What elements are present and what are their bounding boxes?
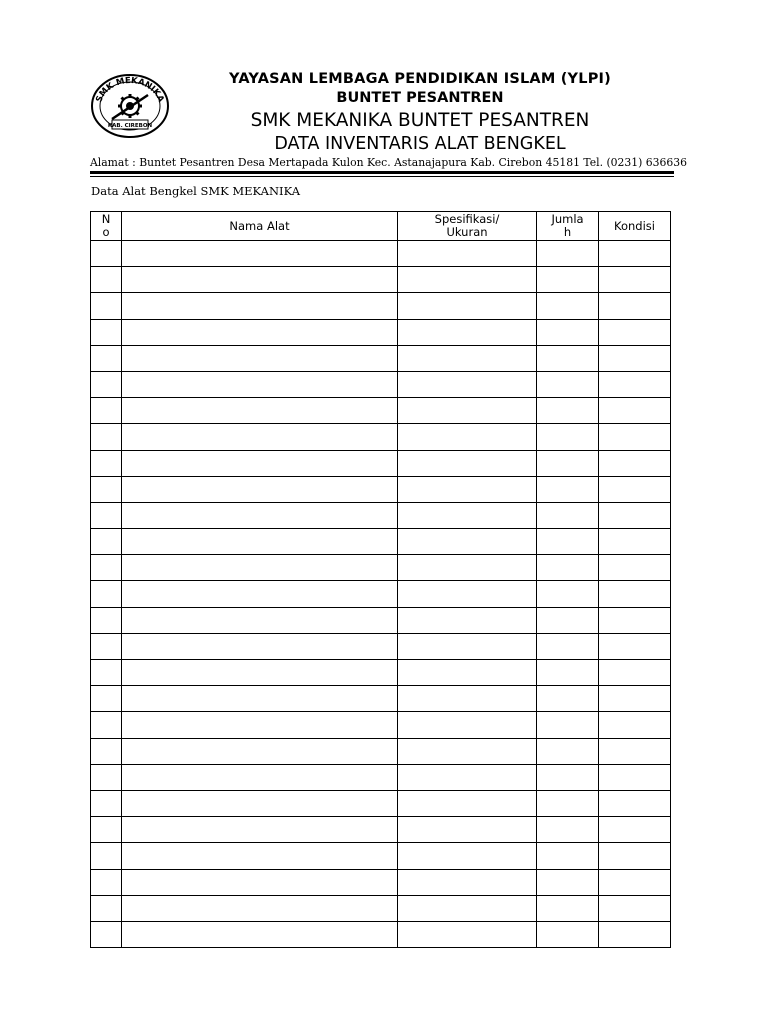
kondisi-cell [599, 345, 671, 371]
table-row [91, 895, 671, 921]
nama-alat-cell [122, 450, 398, 476]
column-header-nama-alat [122, 212, 398, 241]
kondisi-cell [599, 398, 671, 424]
no-cell [91, 686, 122, 712]
table-row [91, 869, 671, 895]
nama-alat-cell [122, 293, 398, 319]
jumlah-cell [537, 738, 599, 764]
kondisi-cell [599, 869, 671, 895]
jumlah-cell [537, 607, 599, 633]
inventory-table [90, 211, 671, 948]
table-row [91, 790, 671, 816]
spesifikasi-cell [398, 450, 537, 476]
spesifikasi-cell [398, 529, 537, 555]
spesifikasi-cell [398, 764, 537, 790]
kondisi-cell [599, 241, 671, 267]
spesifikasi-cell [398, 371, 537, 397]
table-row [91, 267, 671, 293]
logo-ring-text: SMK MEKANIKA [94, 75, 166, 104]
spesifikasi-cell [398, 319, 537, 345]
foundation-name: YAYASAN LEMBAGA PENDIDIKAN ISLAM (YLPI) [229, 71, 611, 87]
no-cell [91, 450, 122, 476]
jumlah-cell [537, 895, 599, 921]
kondisi-cell [599, 843, 671, 869]
no-cell [91, 555, 122, 581]
header-line: Ukuran [446, 225, 488, 239]
kondisi-cell [599, 529, 671, 555]
spesifikasi-cell [398, 502, 537, 528]
school-emblem-icon [90, 73, 170, 139]
jumlah-cell [537, 424, 599, 450]
no-cell [91, 476, 122, 502]
nama-alat-cell [122, 555, 398, 581]
nama-alat-cell [122, 502, 398, 528]
spesifikasi-cell [398, 555, 537, 581]
jumlah-cell [537, 633, 599, 659]
spesifikasi-cell [398, 843, 537, 869]
no-cell [91, 371, 122, 397]
jumlah-cell [537, 764, 599, 790]
column-header-kondisi [599, 212, 671, 241]
spesifikasi-cell [398, 686, 537, 712]
no-cell [91, 764, 122, 790]
nama-alat-cell [122, 843, 398, 869]
no-cell [91, 502, 122, 528]
table-row [91, 738, 671, 764]
no-cell [91, 424, 122, 450]
header-line: Jumla [551, 212, 584, 226]
school-address: Alamat : Buntet Pesantren Desa Mertapada Kulon Kec. Astanajapura Kab. Cirebon 45181 Tel. (0231) 636636 [90, 156, 688, 169]
svg-text:SMK MEKANIKA [94, 76, 166, 104]
no-cell [91, 398, 122, 424]
no-cell [91, 293, 122, 319]
header-line: N [101, 212, 111, 226]
spesifikasi-cell [398, 869, 537, 895]
inventory-table-body [91, 241, 671, 948]
table-row [91, 241, 671, 267]
table-row [91, 450, 671, 476]
kondisi-cell [599, 712, 671, 738]
jumlah-cell [537, 869, 599, 895]
kondisi-cell [599, 633, 671, 659]
no-cell [91, 529, 122, 555]
nama-alat-cell [122, 921, 398, 947]
nama-alat-cell [122, 686, 398, 712]
nama-alat-cell [122, 241, 398, 267]
table-row [91, 555, 671, 581]
nama-alat-cell [122, 371, 398, 397]
table-row [91, 581, 671, 607]
table-row [91, 529, 671, 555]
kondisi-cell [599, 319, 671, 345]
table-row [91, 424, 671, 450]
spesifikasi-cell [398, 921, 537, 947]
nama-alat-cell [122, 660, 398, 686]
kondisi-cell [599, 424, 671, 450]
jumlah-cell [537, 476, 599, 502]
nama-alat-cell [122, 424, 398, 450]
kondisi-cell [599, 450, 671, 476]
kondisi-cell [599, 607, 671, 633]
spesifikasi-cell [398, 424, 537, 450]
kondisi-cell [599, 790, 671, 816]
jumlah-cell [537, 319, 599, 345]
kondisi-cell [599, 293, 671, 319]
jumlah-cell [537, 450, 599, 476]
spesifikasi-cell [398, 241, 537, 267]
spesifikasi-cell [398, 738, 537, 764]
table-row [91, 398, 671, 424]
spesifikasi-cell [398, 398, 537, 424]
table-row [91, 607, 671, 633]
kondisi-cell [599, 267, 671, 293]
table-row [91, 660, 671, 686]
header-line: Spesifikasi/ [434, 212, 500, 226]
spesifikasi-cell [398, 476, 537, 502]
jumlah-cell [537, 398, 599, 424]
header-line: Kondisi [614, 218, 655, 233]
table-row [91, 843, 671, 869]
no-cell [91, 895, 122, 921]
nama-alat-cell [122, 738, 398, 764]
jumlah-cell [537, 660, 599, 686]
jumlah-cell [537, 293, 599, 319]
nama-alat-cell [122, 529, 398, 555]
spesifikasi-cell [398, 267, 537, 293]
header-line: h [563, 225, 572, 239]
no-cell [91, 581, 122, 607]
nama-alat-cell [122, 345, 398, 371]
spesifikasi-cell [398, 293, 537, 319]
no-cell [91, 345, 122, 371]
no-cell [91, 660, 122, 686]
nama-alat-cell [122, 817, 398, 843]
spesifikasi-cell [398, 345, 537, 371]
kondisi-cell [599, 371, 671, 397]
no-cell [91, 843, 122, 869]
nama-alat-cell [122, 581, 398, 607]
column-header-spesifikasi [398, 212, 537, 241]
kondisi-cell [599, 895, 671, 921]
spesifikasi-cell [398, 660, 537, 686]
no-cell [91, 267, 122, 293]
column-header-no [91, 212, 122, 241]
school-logo [90, 73, 170, 139]
table-caption: Data Alat Bengkel SMK MEKANIKA [91, 184, 300, 198]
no-cell [91, 241, 122, 267]
jumlah-cell [537, 921, 599, 947]
nama-alat-cell [122, 895, 398, 921]
kondisi-cell [599, 764, 671, 790]
kondisi-cell [599, 581, 671, 607]
no-cell [91, 738, 122, 764]
no-cell [91, 319, 122, 345]
kondisi-cell [599, 476, 671, 502]
jumlah-cell [537, 817, 599, 843]
table-row [91, 921, 671, 947]
jumlah-cell [537, 267, 599, 293]
jumlah-cell [537, 502, 599, 528]
jumlah-cell [537, 843, 599, 869]
table-row [91, 319, 671, 345]
nama-alat-cell [122, 633, 398, 659]
spesifikasi-cell [398, 712, 537, 738]
spesifikasi-cell [398, 817, 537, 843]
no-cell [91, 817, 122, 843]
nama-alat-cell [122, 712, 398, 738]
nama-alat-cell [122, 607, 398, 633]
spesifikasi-cell [398, 581, 537, 607]
kondisi-cell [599, 502, 671, 528]
table-row [91, 371, 671, 397]
jumlah-cell [537, 529, 599, 555]
table-row [91, 476, 671, 502]
spesifikasi-cell [398, 790, 537, 816]
nama-alat-cell [122, 476, 398, 502]
nama-alat-cell [122, 790, 398, 816]
kondisi-cell [599, 738, 671, 764]
spesifikasi-cell [398, 607, 537, 633]
location-name: BUNTET PESANTREN [336, 90, 504, 106]
table-row [91, 293, 671, 319]
table-row [91, 764, 671, 790]
jumlah-cell [537, 371, 599, 397]
header-line: Nama Alat [229, 218, 290, 233]
jumlah-cell [537, 712, 599, 738]
spesifikasi-cell [398, 633, 537, 659]
jumlah-cell [537, 581, 599, 607]
nama-alat-cell [122, 319, 398, 345]
spesifikasi-cell [398, 895, 537, 921]
logo-banner-text: KAB. CIREBON [107, 123, 153, 129]
nama-alat-cell [122, 869, 398, 895]
nama-alat-cell [122, 398, 398, 424]
column-header-jumlah [537, 212, 599, 241]
nama-alat-cell [122, 764, 398, 790]
table-row [91, 502, 671, 528]
kondisi-cell [599, 686, 671, 712]
jumlah-cell [537, 555, 599, 581]
jumlah-cell [537, 241, 599, 267]
jumlah-cell [537, 345, 599, 371]
no-cell [91, 790, 122, 816]
jumlah-cell [537, 686, 599, 712]
table-row [91, 712, 671, 738]
kondisi-cell [599, 555, 671, 581]
table-header-row [91, 212, 671, 241]
kondisi-cell [599, 921, 671, 947]
document-title: DATA INVENTARIS ALAT BENGKEL [274, 134, 566, 154]
kondisi-cell [599, 817, 671, 843]
header-divider-thin [90, 176, 674, 177]
table-row [91, 817, 671, 843]
nama-alat-cell [122, 267, 398, 293]
jumlah-cell [537, 790, 599, 816]
table-row [91, 633, 671, 659]
header-divider-thick [90, 171, 674, 174]
kondisi-cell [599, 660, 671, 686]
table-row [91, 686, 671, 712]
school-name: SMK MEKANIKA BUNTET PESANTREN [250, 110, 590, 131]
no-cell [91, 607, 122, 633]
header-line: o [102, 225, 110, 239]
no-cell [91, 633, 122, 659]
no-cell [91, 921, 122, 947]
no-cell [91, 869, 122, 895]
table-row [91, 345, 671, 371]
no-cell [91, 712, 122, 738]
